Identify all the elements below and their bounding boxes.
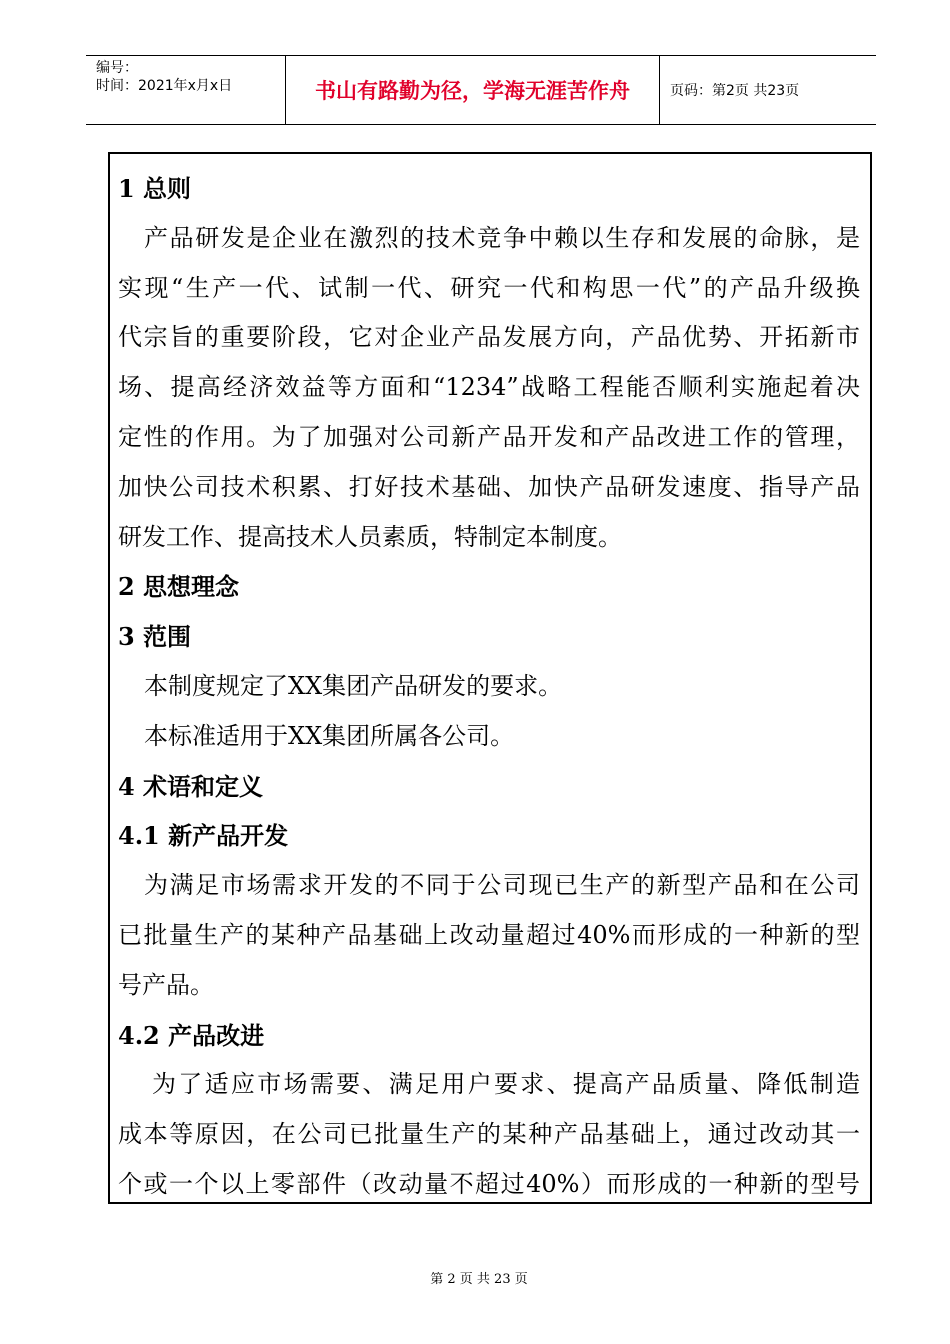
paragraph-line: 个或一个以上零部件（改动量不超过40%）而形成的一种新的型号 bbox=[118, 1169, 860, 1198]
paragraph-line: 定性的作用。为了加强对公司新产品开发和产品改进工作的管理， bbox=[118, 422, 860, 451]
header-meta bbox=[86, 56, 286, 124]
heading-general: 1 总则 bbox=[118, 174, 192, 203]
paragraph-line: 加快公司技术积累、打好技术基础、加快产品研发速度、指导产品 bbox=[118, 472, 860, 501]
heading-new-product: 4.1 新产品开发 bbox=[118, 821, 289, 851]
footer-page-number: 第 2 页 共 23 页 bbox=[430, 1272, 528, 1287]
paragraph-line: 号产品。 bbox=[118, 970, 214, 999]
heading-scope: 3 范围 bbox=[118, 622, 192, 652]
paragraph-line: 实现“生产一代、试制一代、研究一代和构思一代”的产品升级换 bbox=[118, 273, 860, 302]
page-footer bbox=[0, 1268, 950, 1287]
heading-philosophy: 2 思想理念 bbox=[118, 572, 240, 602]
header-page-number: 页码：第2页 共23页 bbox=[670, 83, 800, 99]
paragraph-line: 场、提高经济效益等方面和“1234”战略工程能否顺利实施起着决 bbox=[118, 373, 860, 402]
heading-terms: 4 术语和定义 bbox=[118, 771, 264, 801]
page-header bbox=[86, 55, 876, 125]
paragraph-line: 成本等原因，在公司已批量生产的某种产品基础上，通过改动其一 bbox=[118, 1120, 860, 1149]
paragraph-line: 代宗旨的重要阶段，它对企业产品发展方向，产品优势、开拓新市 bbox=[118, 323, 860, 352]
paragraph-line: 为满足市场需求开发的不同于公司现已生产的新型产品和在公司 bbox=[144, 871, 860, 900]
paragraph-line: 产品研发是企业在激烈的技术竞争中赖以生存和发展的命脉，是 bbox=[144, 223, 860, 252]
paragraph-line: 已批量生产的某种产品基础上改动量超过40%而形成的一种新的型 bbox=[118, 920, 860, 949]
paragraph-line: 为了适应市场需要、满足用户要求、提高产品质量、降低制造 bbox=[152, 1070, 860, 1099]
paragraph-line: 本标准适用于XX集团所属各公司。 bbox=[144, 721, 515, 750]
header-motto: 书山有路勤为径，学海无涯苦作舟 bbox=[286, 56, 660, 124]
heading-product-improvement: 4.2 产品改进 bbox=[118, 1020, 265, 1050]
document-body bbox=[108, 152, 872, 1204]
document-number-label: 编号： bbox=[96, 60, 138, 76]
document-time: 时间：2021年x月x日 bbox=[96, 78, 233, 94]
paragraph-line: 本制度规定了XX集团产品研发的要求。 bbox=[144, 671, 563, 700]
paragraph-line: 研发工作、提高技术人员素质，特制定本制度。 bbox=[118, 522, 622, 551]
